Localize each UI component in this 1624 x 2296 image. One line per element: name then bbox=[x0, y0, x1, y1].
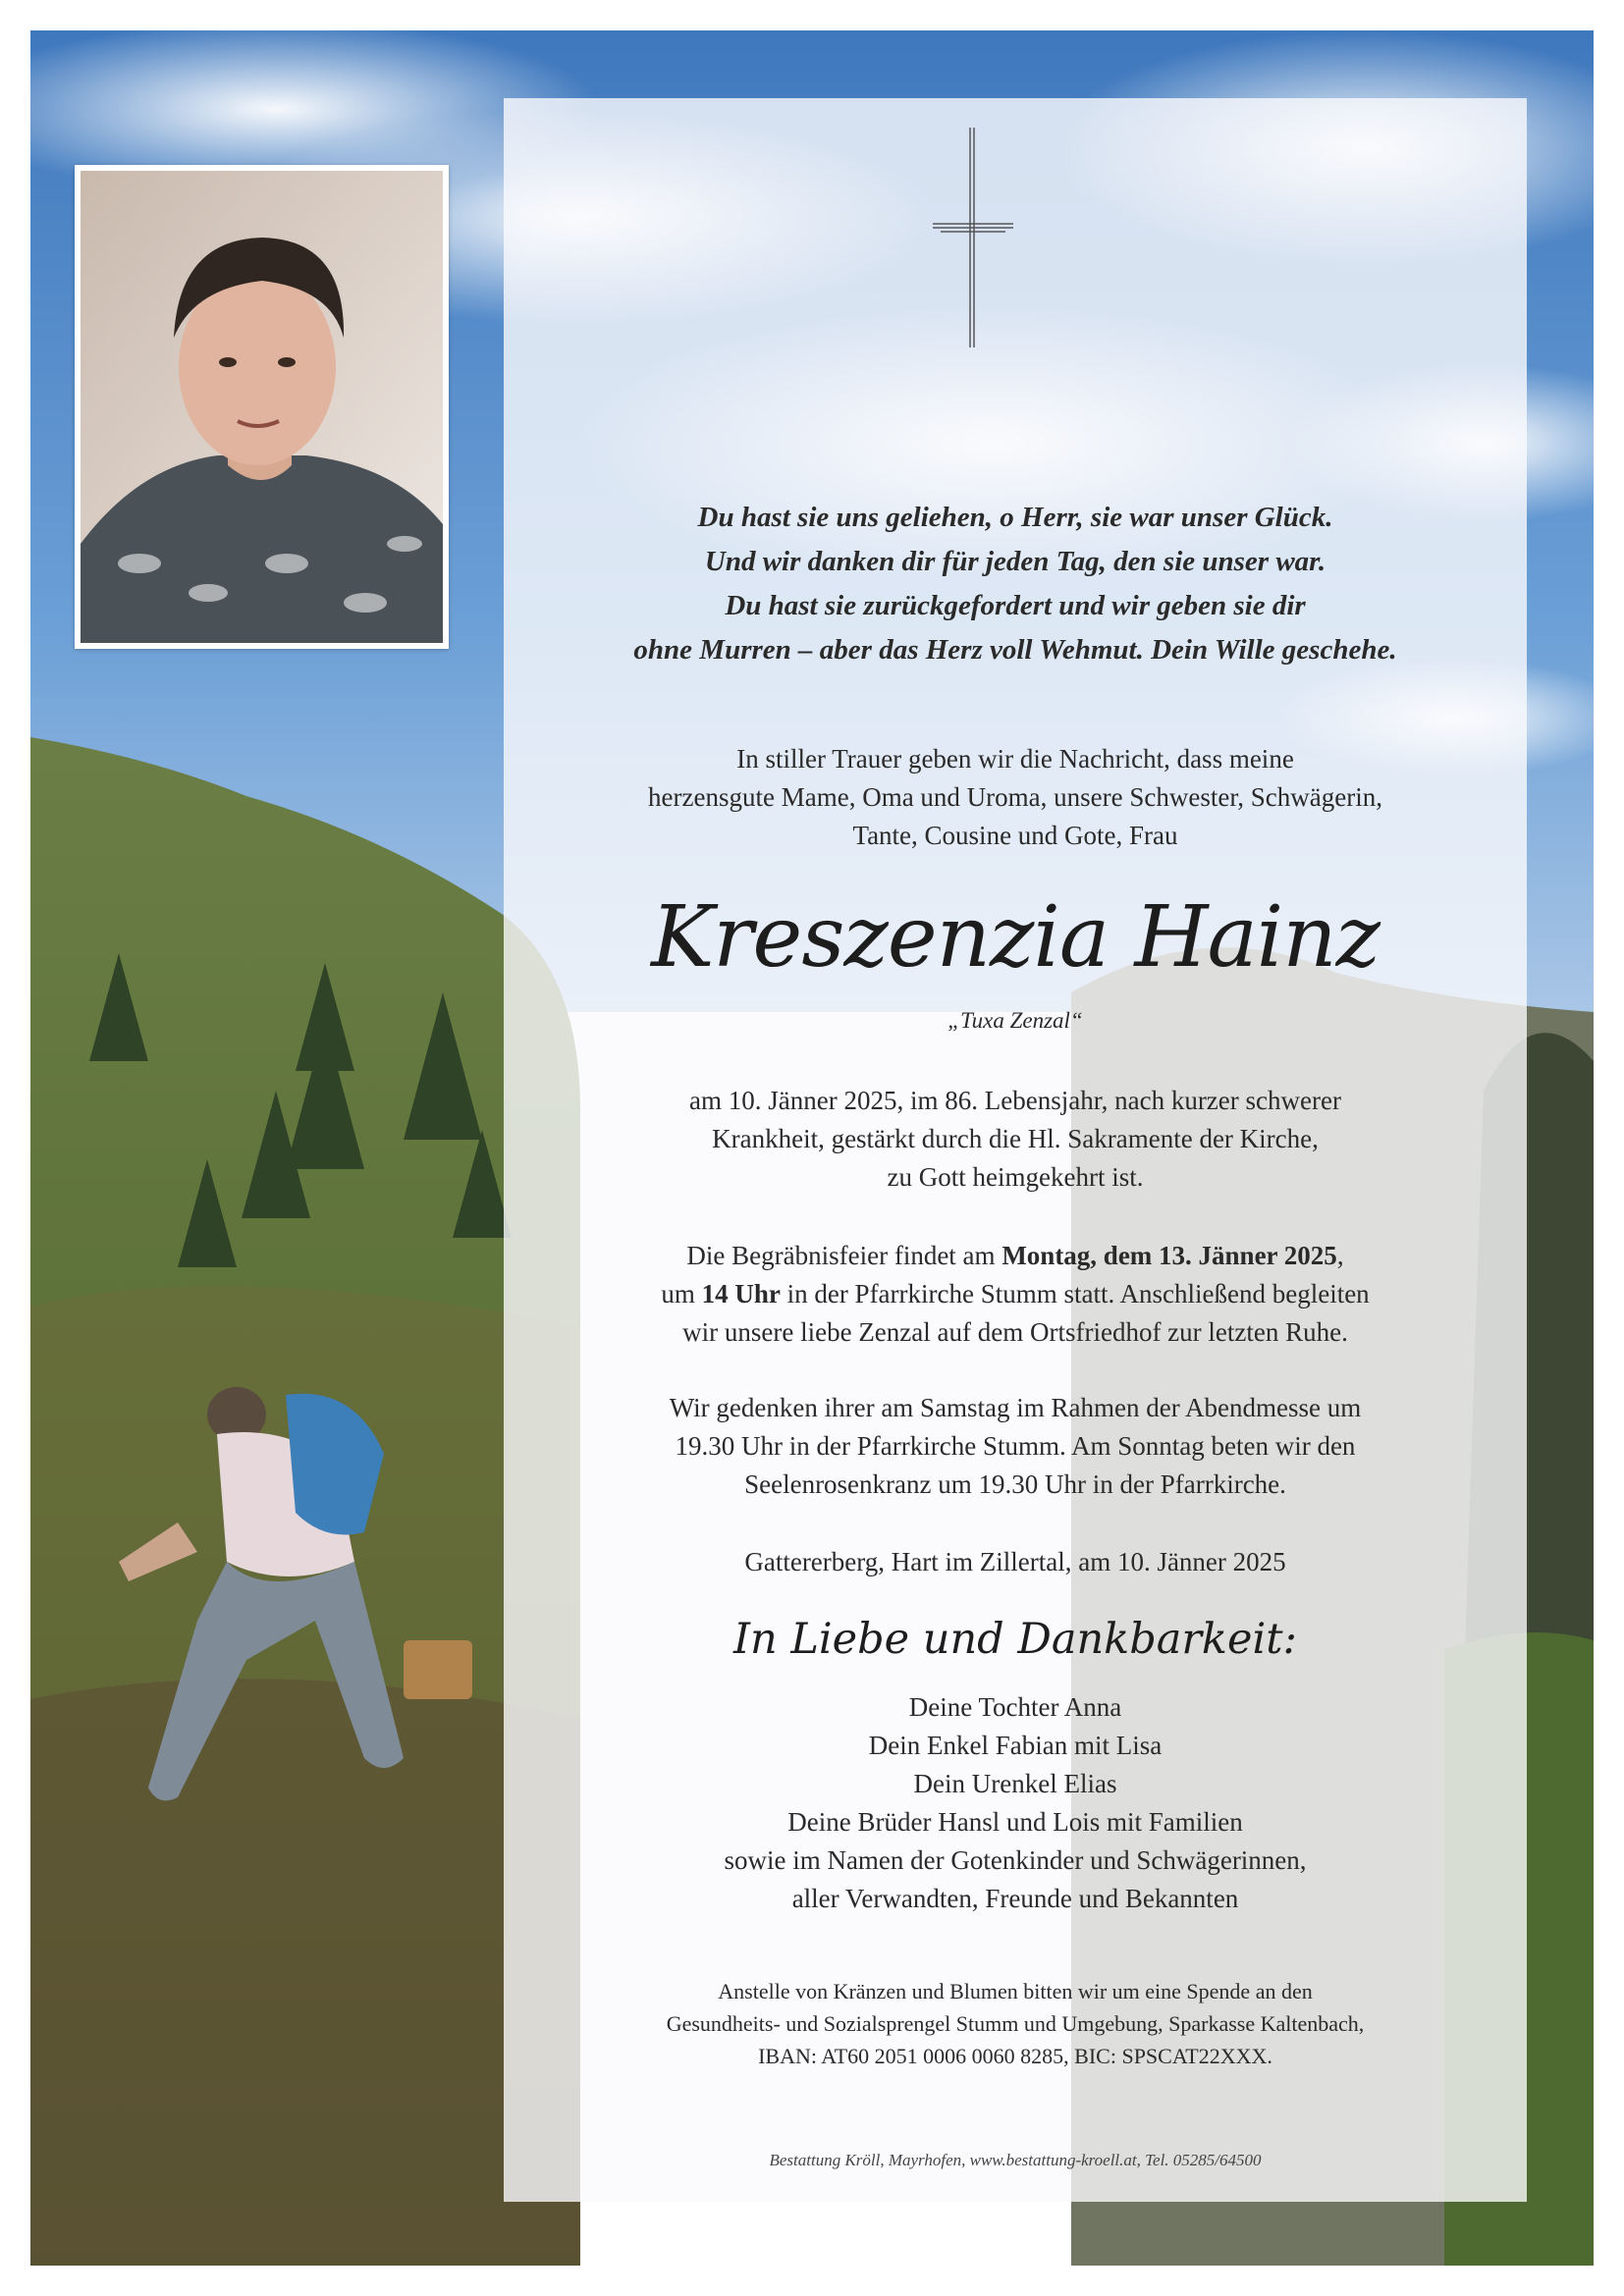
mourners-list bbox=[504, 1688, 1527, 1918]
announcement-intro bbox=[504, 740, 1527, 855]
funeral-date: Montag, dem 13. Jänner 2025 bbox=[1001, 1241, 1337, 1270]
nickname: „Tuxa Zenzal“ bbox=[947, 1008, 1083, 1033]
intro-line: In stiller Trauer geben wir die Nachricht, dass meine bbox=[736, 744, 1294, 774]
death-notice-line: am 10. Jänner 2025, im 86. Lebensjahr, nach kurzer schwerer bbox=[689, 1086, 1341, 1115]
death-notice-line: Krankheit, gestärkt durch die Hl. Sakramente der Kirche, bbox=[712, 1124, 1319, 1153]
donation-request bbox=[504, 1975, 1527, 2072]
portrait-photo bbox=[81, 171, 443, 643]
remembrance-info bbox=[504, 1389, 1527, 1504]
cross-icon bbox=[931, 126, 1015, 349]
funeral-line-2 bbox=[504, 1275, 1527, 1313]
mourner-line: aller Verwandten, Freunde und Bekannten bbox=[791, 1884, 1239, 1913]
remembrance-line: Wir gedenken ihrer am Samstag im Rahmen der Abendmesse um bbox=[669, 1393, 1362, 1422]
funeral-home-footer: Bestattung Kröll, Mayrhofen, www.bestattung-kroell.at, Tel. 05285/64500 bbox=[769, 2151, 1262, 2169]
mourner-line: Deine Tochter Anna bbox=[908, 1692, 1122, 1722]
funeral-text: , bbox=[1336, 1241, 1344, 1270]
death-notice bbox=[504, 1082, 1527, 1197]
intro-line: herzensgute Mame, Oma und Uroma, unsere Schwester, Schwägerin, bbox=[648, 782, 1382, 812]
funeral-line-3: wir unsere liebe Zenzal auf dem Ortsfriedhof zur letzten Ruhe. bbox=[682, 1317, 1348, 1347]
poem bbox=[504, 496, 1527, 672]
poem-line: ohne Murren – aber das Herz voll Wehmut. Dein Wille geschehe. bbox=[633, 634, 1397, 666]
funeral-text: in der Pfarrkirche Stumm statt. Anschließend begleiten bbox=[780, 1279, 1370, 1308]
poem-line: Du hast sie uns geliehen, o Herr, sie war unser Glück. bbox=[697, 502, 1333, 533]
remembrance-line: 19.30 Uhr in der Pfarrkirche Stumm. Am Sonntag beten wir den bbox=[675, 1431, 1356, 1461]
mourner-line: Deine Brüder Hansl und Lois mit Familien bbox=[787, 1807, 1243, 1837]
place-date: Gattererberg, Hart im Zillertal, am 10. Jänner 2025 bbox=[744, 1547, 1286, 1576]
mourner-line: Dein Enkel Fabian mit Lisa bbox=[868, 1731, 1163, 1760]
poem-line: Du hast sie zurückgefordert und wir geben sie dir bbox=[725, 590, 1306, 621]
funeral-text: Die Begräbnisfeier findet am bbox=[686, 1241, 1002, 1270]
donation-line: Anstelle von Kränzen und Blumen bitten wir um eine Spende an den bbox=[718, 1979, 1313, 2003]
funeral-info bbox=[504, 1237, 1527, 1352]
poem-line: Und wir danken dir für jeden Tag, den sie unser war. bbox=[704, 546, 1326, 577]
remembrance-line: Seelenrosenkranz um 19.30 Uhr in der Pfarrkirche. bbox=[744, 1469, 1286, 1499]
intro-line: Tante, Cousine und Gote, Frau bbox=[852, 821, 1178, 850]
deceased-name: Kreszenzia Hainz bbox=[651, 888, 1380, 987]
love-heading: In Liebe und Dankbarkeit: bbox=[733, 1615, 1297, 1664]
mourner-line: sowie im Namen der Gotenkinder und Schwägerinnen, bbox=[724, 1845, 1307, 1875]
death-notice-line: zu Gott heimgekehrt ist. bbox=[887, 1162, 1144, 1192]
funeral-text: um bbox=[661, 1279, 702, 1308]
portrait-photo-frame bbox=[75, 165, 449, 649]
funeral-time: 14 Uhr bbox=[701, 1279, 781, 1308]
donation-line: IBAN: AT60 2051 0006 0060 8285, BIC: SPSCAT22XXX. bbox=[758, 2044, 1272, 2068]
funeral-line-1 bbox=[504, 1237, 1527, 1275]
donation-line: Gesundheits- und Sozialsprengel Stumm und Umgebung, Sparkasse Kaltenbach, bbox=[666, 2011, 1365, 2036]
mourner-line: Dein Urenkel Elias bbox=[913, 1769, 1117, 1798]
